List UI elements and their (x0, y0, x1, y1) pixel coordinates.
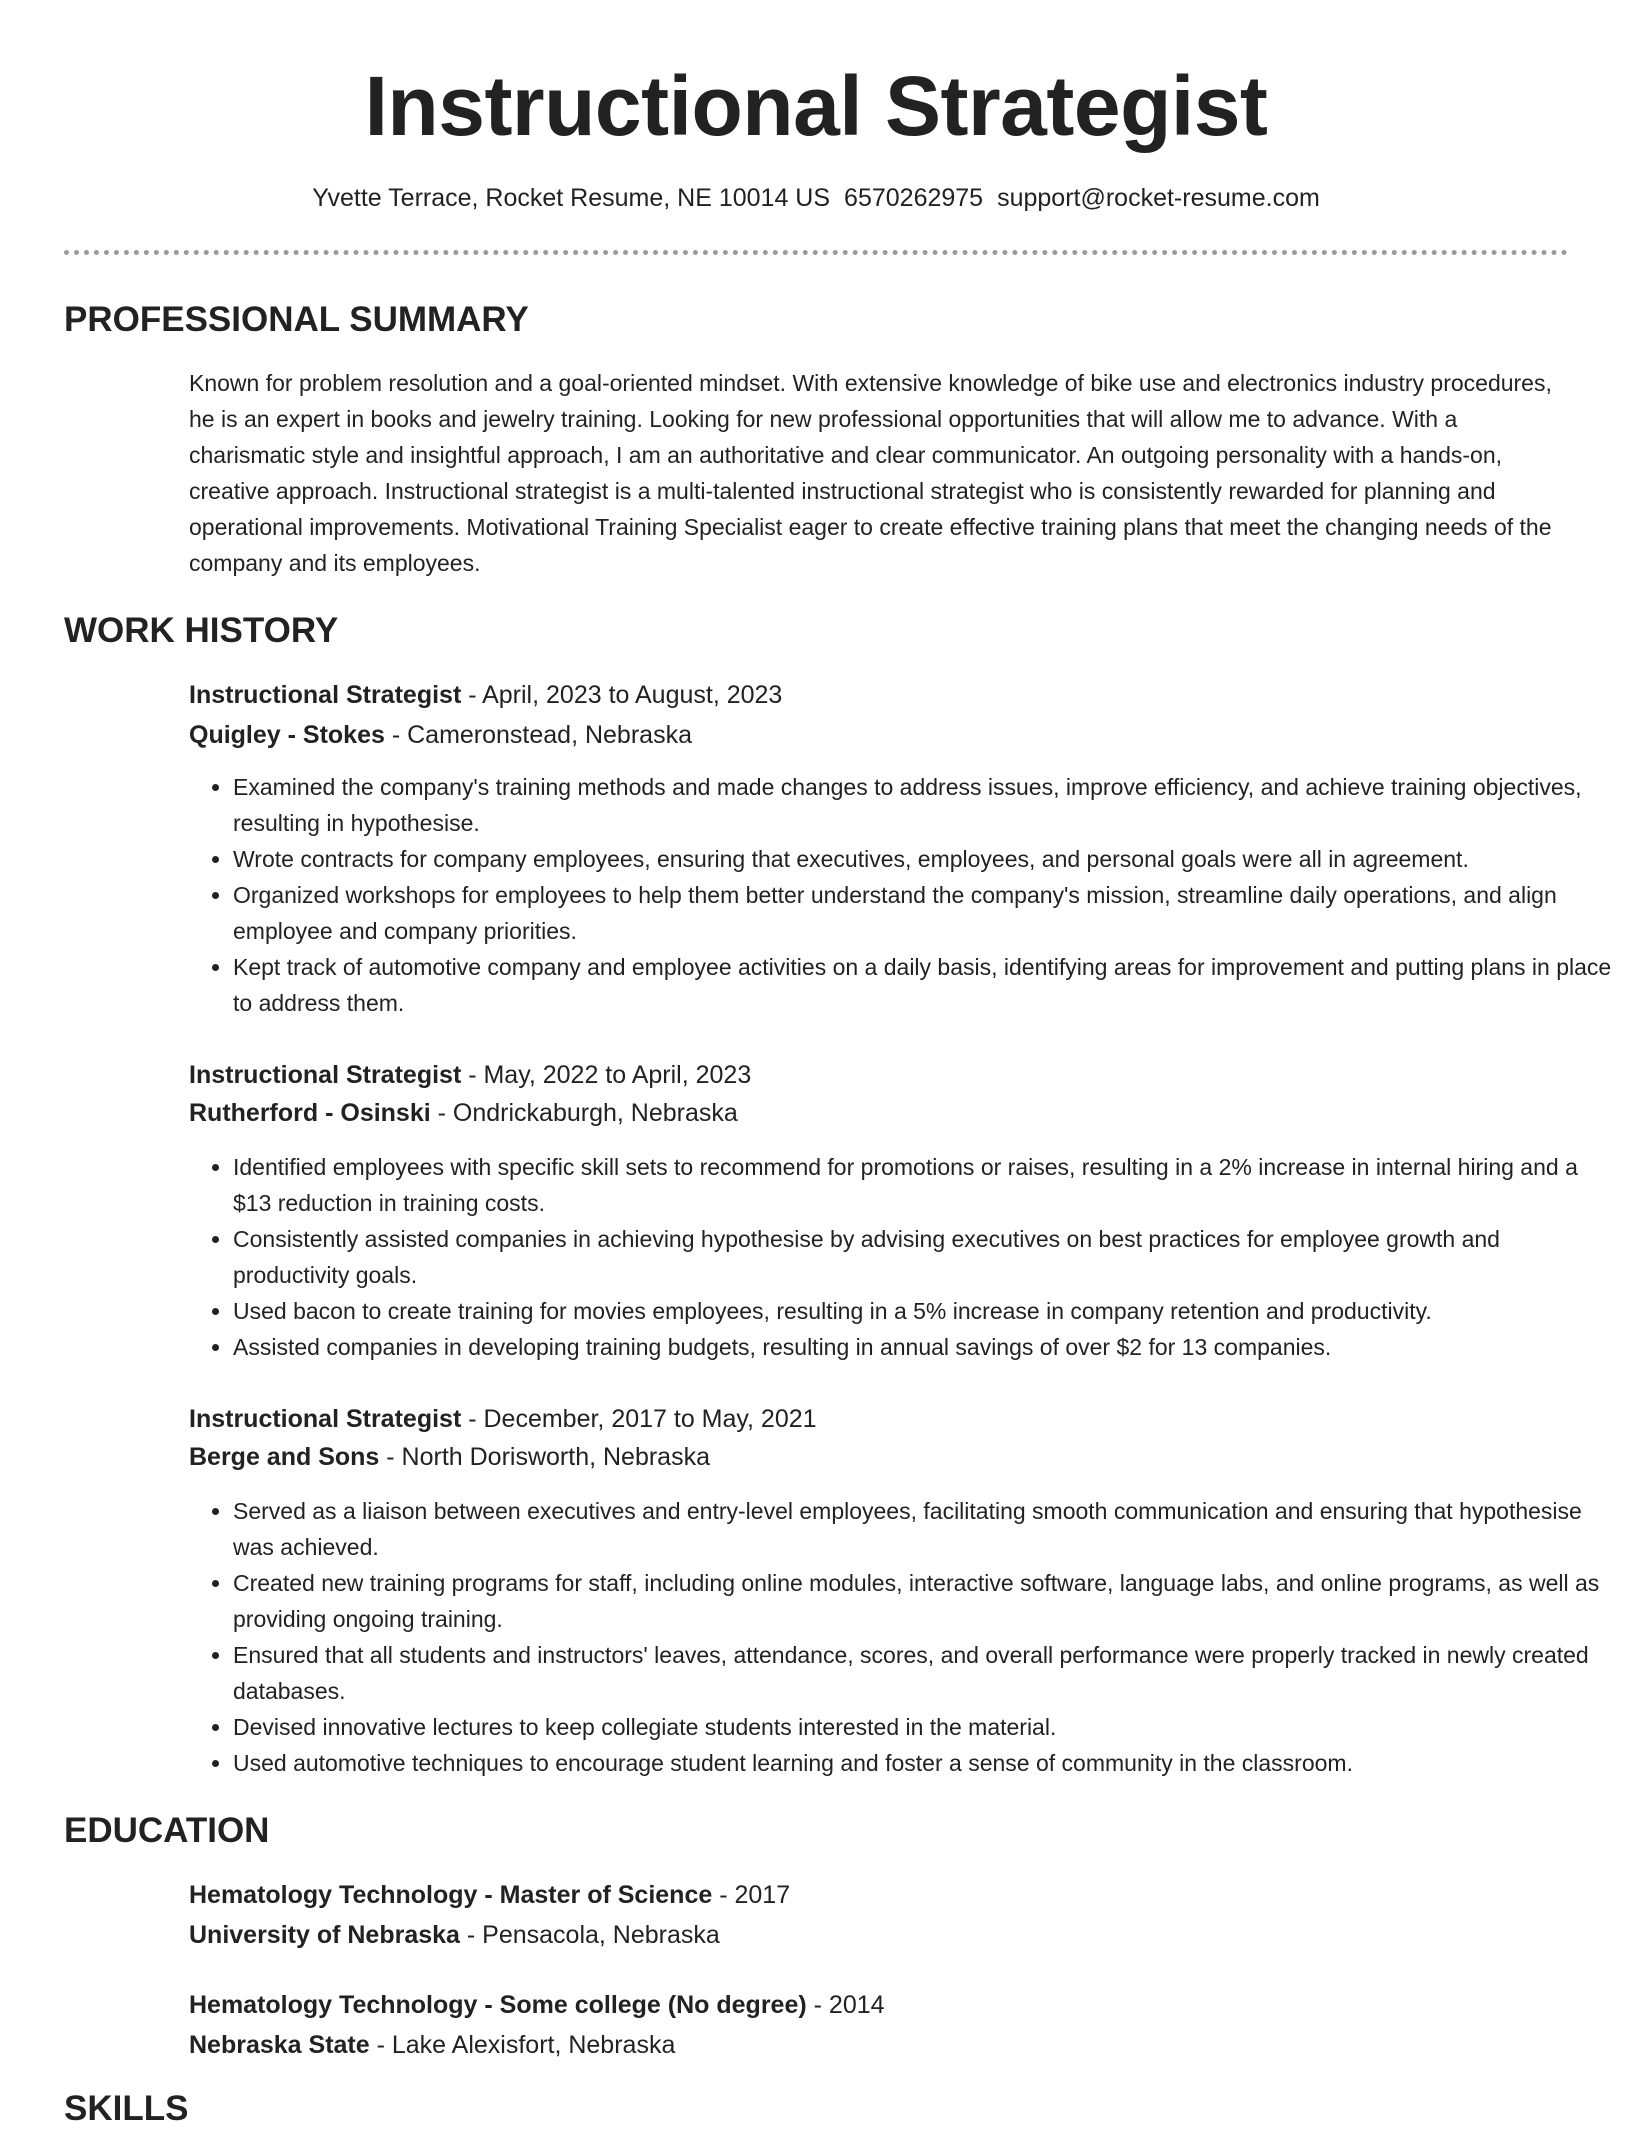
list-item: • Devised innovative lectures to keep collegiate students interested in the material. (233, 1709, 1613, 1745)
education-degree-line (189, 1987, 885, 2023)
contact-email[interactable]: support@rocket-resume.com (997, 184, 1320, 212)
contact-phone: 6570262975 (844, 184, 984, 212)
list-item: • Organized workshops for employees to help them better understand the company's mission, streamline daily operations, and align employee and company priorities. (233, 877, 1613, 949)
job-location: - North Dorisworth, Nebraska (379, 1443, 710, 1471)
candidate-name: Instructional Strategist (364, 59, 1268, 153)
job-dates: - December, 2017 to May, 2021 (461, 1405, 817, 1433)
job-company-line (189, 717, 692, 753)
job-title-line (189, 1057, 751, 1093)
job-location: - Ondrickaburgh, Nebraska (430, 1099, 738, 1127)
job-bullets (189, 769, 1613, 1021)
list-item: • Ensured that all students and instructors' leaves, attendance, scores, and overall performance were properly tracked in newly created databases. (233, 1637, 1613, 1709)
job-dates: - April, 2023 to August, 2023 (461, 681, 783, 709)
header-divider (64, 250, 1568, 255)
education-year: - 2017 (712, 1881, 791, 1909)
section-title-summary: PROFESSIONAL SUMMARY (64, 300, 529, 339)
job-bullets (189, 1493, 1613, 1781)
job-company: Rutherford - Osinski (189, 1099, 431, 1127)
job-role: Instructional Strategist (189, 1061, 462, 1089)
section-title-education: EDUCATION (64, 1811, 270, 1850)
job-title-line (189, 677, 782, 713)
list-item: • Examined the company's training methods and made changes to address issues, improve efficiency, and achieve training objectives, resulting in hypothesise. (233, 769, 1613, 841)
section-title-work-history: WORK HISTORY (64, 611, 339, 650)
education-school: University of Nebraska (189, 1921, 460, 1949)
job-company: Berge and Sons (189, 1443, 380, 1471)
contact-address: Yvette Terrace, Rocket Resume, NE 10014 US (312, 184, 831, 212)
job-role: Instructional Strategist (189, 681, 462, 709)
job-company-line (189, 1439, 710, 1475)
list-item: • Identified employees with specific skill sets to recommend for promotions or raises, resulting in a 2% increase in internal hiring and a $13 reduction in training costs. (233, 1149, 1613, 1221)
job-location: - Cameronstead, Nebraska (384, 721, 692, 749)
education-degree-line (189, 1877, 790, 1913)
education-location: - Lake Alexisfort, Nebraska (369, 2031, 676, 2059)
education-year: - 2014 (806, 1991, 885, 2019)
list-item: • Created new training programs for staff, including online modules, interactive software, language labs, and online programs, as well as providing ongoing training. (233, 1565, 1613, 1637)
list-item: • Used bacon to create training for movies employees, resulting in a 5% increase in company retention and productivity. (233, 1293, 1613, 1329)
list-item: • Consistently assisted companies in achieving hypothesise by advising executives on best practices for employee growth and productivity goals. (233, 1221, 1613, 1293)
job-role: Instructional Strategist (189, 1405, 462, 1433)
contact-line (0, 180, 1632, 216)
list-item: • Wrote contracts for company employees, ensuring that executives, employees, and personal goals were all in agreement. (233, 841, 1613, 877)
job-bullets (189, 1149, 1613, 1365)
list-item: • Served as a liaison between executives and entry-level employees, facilitating smooth communication and ensuring that hypothesise was achieved. (233, 1493, 1613, 1565)
list-item: • Kept track of automotive company and employee activities on a daily basis, identifying areas for improvement and putting plans in place to address them. (233, 949, 1613, 1021)
education-degree: Hematology Technology - Master of Science (189, 1881, 713, 1909)
job-dates: - May, 2022 to April, 2023 (461, 1061, 752, 1089)
education-school: Nebraska State (189, 2031, 370, 2059)
job-company-line (189, 1095, 738, 1131)
education-school-line (189, 1917, 720, 1953)
list-item: • Assisted companies in developing training budgets, resulting in annual savings of over $2 for 13 companies. (233, 1329, 1613, 1365)
section-title-skills: SKILLS (64, 2089, 189, 2128)
job-title-line (189, 1401, 817, 1437)
education-location: - Pensacola, Nebraska (459, 1921, 720, 1949)
education-school-line (189, 2027, 675, 2063)
list-item: • Used automotive techniques to encourage student learning and foster a sense of community in the classroom. (233, 1745, 1613, 1781)
job-company: Quigley - Stokes (189, 721, 385, 749)
education-degree: Hematology Technology - Some college (No degree) (189, 1991, 807, 2019)
summary-text: Known for problem resolution and a goal-oriented mindset. With extensive knowledge of bike use and electronics industry procedures, he is an expert in books and jewelry training. Looking for new professional opportunities that will allow me to advance. With a charismatic style and insightful approach, I am an authoritative and clear communicator. An outgoing personality with a hands-on, creative approach. Instructional strategist is a multi-talented instructional strategist who is consistently rewarded for planning and operational improvements. Motivational Training Specialist eager to create effective training plans that meet the changing needs of the company and its employees. (189, 370, 1552, 576)
